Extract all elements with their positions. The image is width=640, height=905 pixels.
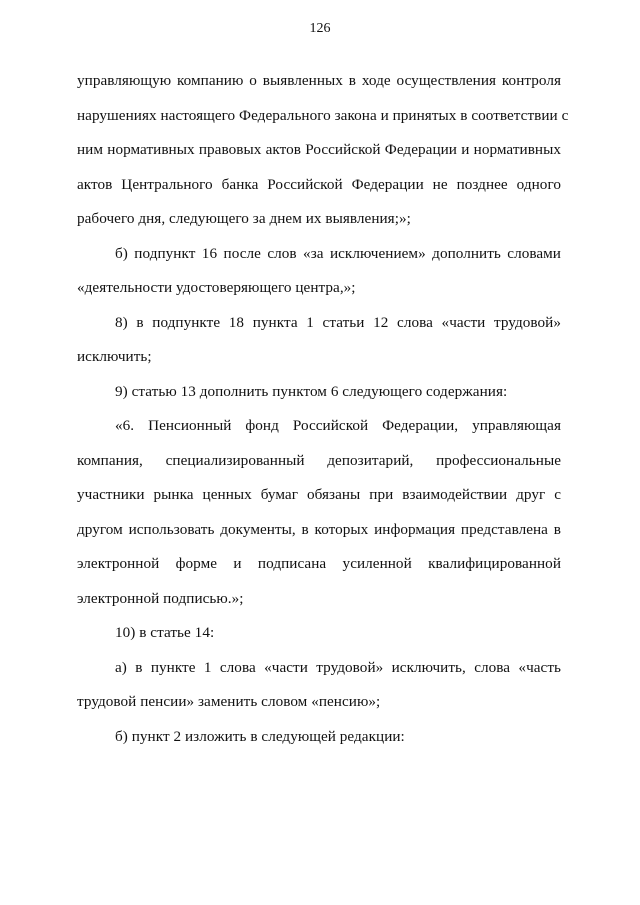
text-line: б) пункт 2 изложить в следующей редакции: [115,727,405,745]
paragraph-6 [77,616,561,651]
paragraph-1 [77,64,569,237]
text-line: а) в пункте 1 слова «части трудовой» исключить, слова «часть [115,658,561,676]
paragraph-5 [77,409,561,616]
text-line: участники рынка ценных бумаг обязаны при взаимодействии друг с [77,486,561,503]
paragraph-3 [77,306,561,375]
text-line: актов Центрального банка Российской Федерации не позднее одного [77,175,561,193]
page-number: 126 [309,21,331,36]
text-line: компания, специализированный депозитарий, профессиональные [77,451,561,469]
paragraph-8 [77,720,561,755]
paragraph-4 [77,375,561,410]
document-body [77,64,569,754]
text-line: электронной подписью.»; [77,589,244,607]
paragraph-7 [77,651,561,720]
text-line: б) подпункт 16 после слов «за исключением» дополнить словами [115,244,561,262]
text-line: «деятельности удостоверяющего центра,»; [77,279,356,296]
text-line: управляющую компанию о выявленных в ходе осуществления контроля [77,72,561,89]
text-line: трудовой пенсии» заменить словом «пенсию»; [77,693,381,710]
text-line: нарушениях настоящего Федерального закона и принятых в соответствии с [77,106,569,124]
text-line: 9) статью 13 дополнить пунктом 6 следующего содержания: [115,382,508,400]
text-line: 10) в статье 14: [115,624,215,641]
text-line: исключить; [77,348,152,365]
text-line: другом использовать документы, в которых информация представлена в [77,520,561,538]
text-line: рабочего дня, следующего за днем их выявления;»; [77,210,411,227]
paragraph-2 [77,237,561,306]
text-line: «6. Пенсионный фонд Российской Федерации, управляющая [115,417,561,434]
text-line: электронной форме и подписана усиленной квалифицированной [77,555,561,572]
text-line: 8) в подпункте 18 пункта 1 статьи 12 слова «части трудовой» [115,313,561,331]
text-line: ним нормативных правовых актов Российской Федерации и нормативных [77,141,561,158]
